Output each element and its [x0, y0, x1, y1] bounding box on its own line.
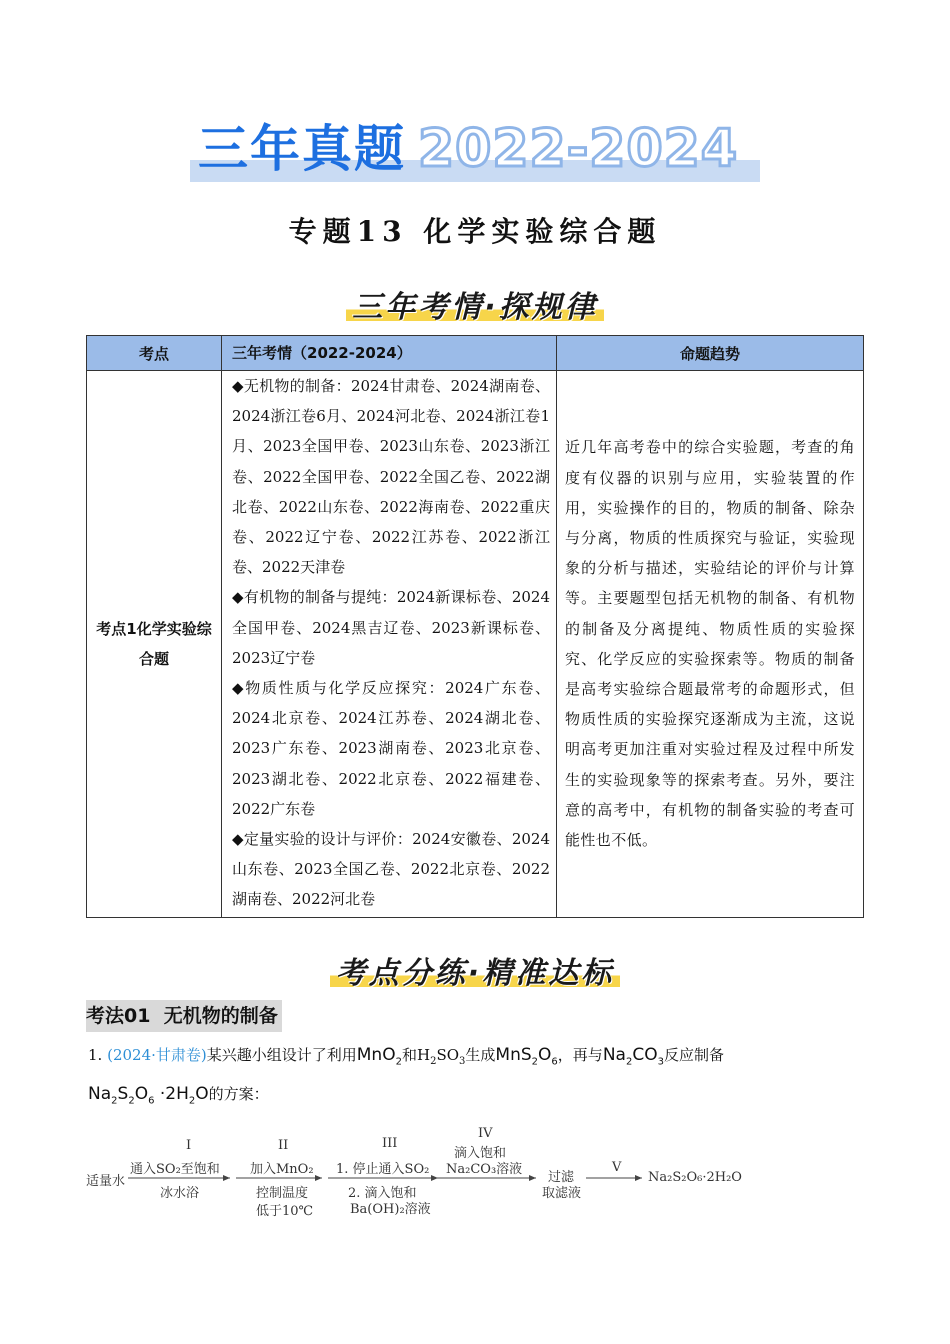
step-num-5: V — [612, 1160, 622, 1175]
banner-title-years: 2022-2024 — [418, 119, 739, 179]
table-row — [87, 371, 864, 918]
exam-item-organic: ◆有机物的制备与提纯：2024新课标卷、2024全国甲卷、2024黑吉辽卷、2023新课标卷、2023辽宁卷 — [232, 588, 550, 667]
formula-na2co3: $Na_2CO_3$ — [602, 1045, 664, 1068]
step-3-bottom2: Ba(OH)₂溶液 — [350, 1202, 431, 1217]
step-3-bottom: 2. 滴入饱和 — [348, 1186, 417, 1201]
filter-bottom: 取滤液 — [542, 1186, 582, 1201]
question-text: 和 — [401, 1046, 417, 1064]
step-4-top: 滴入饱和 — [454, 1146, 507, 1161]
question-number: 1. — [88, 1046, 103, 1064]
header-exam-summary: 三年考情（2022-2024） — [222, 336, 557, 371]
question-text: 某兴趣小组设计了利用 — [206, 1046, 357, 1064]
step-1-bottom: 冰水浴 — [160, 1186, 200, 1201]
question-text: 反应制备 — [663, 1046, 724, 1064]
question-source: (2024·甘肃卷) — [107, 1046, 207, 1064]
question-text: 生成 — [465, 1046, 496, 1064]
step-4-top2: Na₂CO₃溶液 — [446, 1162, 523, 1177]
subject-title: 专题13 化学实验综合题 — [288, 215, 662, 248]
overview-table — [86, 335, 864, 918]
step-num-3: III — [382, 1136, 398, 1151]
trend-cell: 近几年高考卷中的综合实验题，考查的角度有仪器的识别与应用，实验装置的作用，实验操作的目的，物质的制备、除杂与分离，物质的性质探究与验证，实验现象的分析与描述，实验结论的评价与计算等。主要题型包括无机物的制备、有机物的制备及分离提纯、物质性质的实验探究、化学反应的实验探索等。物质的制备是高考实验综合题最常考的命题形式，但物质性质的实验探究逐渐成为主流，这说明高考更加注重对实验过程及过程中所发生的实验现象等的探索考查。另外，要注意的高考中，有机物的制备实验的考查可能性也不低。 — [557, 371, 864, 918]
section-banner-trend: 三年考情·探规律 — [0, 282, 950, 326]
question-line-2 — [88, 1083, 269, 1106]
exam-item-quantitative: ◆定量实验的设计与评价：2024安徽卷、2024山东卷、2023全国乙卷、2022北京卷、2022湖南卷、2022河北卷 — [232, 830, 550, 909]
step-num-1: I — [186, 1138, 192, 1153]
table-header-row — [87, 336, 864, 371]
step-num-2: II — [278, 1138, 289, 1153]
process-flow-diagram — [86, 1122, 766, 1222]
flow-end-product: Na₂S₂O₆·2H₂O — [648, 1170, 742, 1185]
formula-mno2: MnO$_2$ — [356, 1045, 402, 1068]
flow-start: 适量水 — [86, 1174, 126, 1189]
header-trend: 命题趋势 — [557, 336, 864, 371]
header-topic: 考点 — [87, 336, 222, 371]
step-2-bottom2: 低于10℃ — [256, 1204, 314, 1219]
section-banner-practice: 考点分练·精准达标 — [0, 948, 950, 992]
formula-product: $Na_2S_2O_6 \cdot 2H_2O$ — [88, 1084, 209, 1107]
step-num-4: IV — [478, 1126, 493, 1141]
step-3-top: 1. 停止通入SO₂ — [336, 1162, 430, 1177]
method-heading — [86, 1000, 282, 1032]
step-2-bottom: 控制温度 — [256, 1186, 309, 1201]
exam-list-cell — [222, 371, 557, 918]
method-title: 无机物的制备 — [163, 1005, 278, 1027]
title-banner — [190, 118, 760, 184]
banner-title-cn: 三年真题 — [198, 120, 406, 178]
step-1-top: 通入SO₂至饱和 — [130, 1162, 220, 1177]
topic-cell — [87, 371, 222, 918]
formula-mns2o6: $MnS_2O_6$ — [495, 1045, 558, 1068]
exam-item-inorganic: ◆无机物的制备：2024甘肃卷、2024湖南卷、2024浙江卷6月、2024河北卷、2024浙江卷1月、2023全国甲卷、2023山东卷、2023浙江卷、2022全国甲卷、2022全国乙卷、2022湖北卷、2022山东卷、2022海南卷、2022重庆卷、2022辽宁卷、2022江苏卷、2022浙江卷、2022天津卷 — [232, 377, 550, 577]
filter-top: 过滤 — [548, 1170, 575, 1185]
method-label: 考法01 — [86, 1005, 151, 1027]
topic-text: 考点1化学实验综合题 — [96, 619, 212, 668]
question-text: ，再与 — [557, 1046, 603, 1064]
question-text: 的方案： — [208, 1085, 269, 1103]
exam-item-property: ◆物质性质与化学反应探究：2024广东卷、2024北京卷、2024江苏卷、2024湖北卷、2023广东卷、2023湖南卷、2023北京卷、2023湖北卷、2022北京卷、2022福建卷、2022广东卷 — [232, 679, 550, 818]
step-2-top: 加入MnO₂ — [250, 1162, 314, 1177]
question-line-1: 1. (2024·甘肃卷)某兴趣小组设计了利用MnO$_2$和$H_2SO_3$生成$MnS_2O_6$，再与$Na_2CO_3$反应制备 — [88, 1045, 724, 1068]
